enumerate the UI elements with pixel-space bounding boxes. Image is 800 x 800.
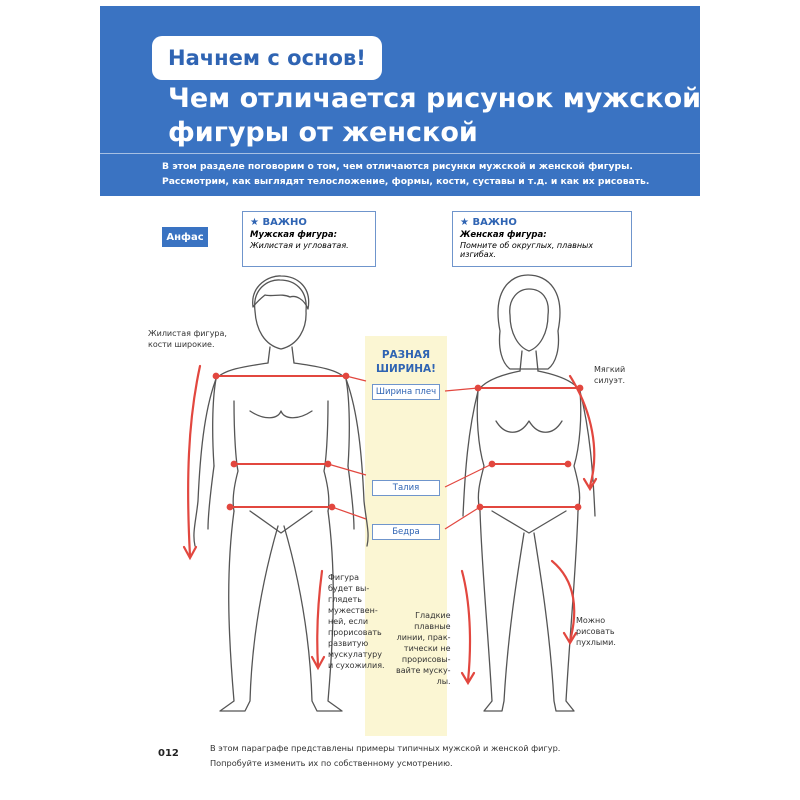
male-build-note xyxy=(148,328,227,350)
male-leg-arrow xyxy=(317,571,322,666)
female-chubby-note xyxy=(576,615,616,648)
female-lines-note xyxy=(396,610,451,687)
annotation-line: прорисовы- xyxy=(401,655,451,664)
footer-line: В этом параграфе представлены примеры типичных мужской и женской фигур. xyxy=(210,743,561,753)
width-panel-title-line: РАЗНАЯ xyxy=(381,349,431,361)
page-number: 012 xyxy=(158,748,179,759)
male-note-box xyxy=(242,211,376,267)
section-tab-label: Начнем с основ! xyxy=(168,46,366,70)
annotation-line: Гладкие xyxy=(415,611,451,620)
hips-label: Бедра xyxy=(372,524,440,540)
female-face xyxy=(510,289,549,351)
page-title xyxy=(168,82,702,150)
male-pelvis xyxy=(250,511,312,533)
female-chest xyxy=(496,421,562,432)
male-legs xyxy=(220,511,342,711)
female-side-arrow xyxy=(570,376,594,486)
annotation-line: Мягкий xyxy=(594,365,626,374)
male-torso xyxy=(213,363,350,511)
female-legs xyxy=(480,511,578,711)
annotation-line: прорисовать xyxy=(328,628,382,637)
annotation-line: лы. xyxy=(436,677,451,686)
annotation-line: рисовать xyxy=(576,627,615,636)
male-note-text: Жилистая и угловатая. xyxy=(250,241,349,250)
annotation-line: тически не xyxy=(403,644,451,653)
page-title-line: Чем отличается рисунок мужской xyxy=(168,83,702,114)
female-neck xyxy=(520,351,538,371)
intro-line: В этом разделе поговорим о том, чем отличаются рисунки мужской и женской фигуры. xyxy=(162,161,633,172)
male-hair xyxy=(253,276,309,309)
female-note-box xyxy=(452,211,632,267)
male-note-heading: Мужская фигура: xyxy=(250,230,338,240)
header-divider xyxy=(100,153,700,154)
annotation-line: мужествен- xyxy=(328,606,378,615)
female-torso xyxy=(477,371,581,511)
intro-line: Рассмотрим, как выглядят телосложение, формы, кости, суставы и т.д. и как их рисовать. xyxy=(162,176,650,187)
annotation-line: плавные xyxy=(414,622,451,631)
measurement-marks xyxy=(214,374,583,510)
annotation-line: будет вы- xyxy=(328,584,370,593)
female-arms xyxy=(463,391,595,516)
intro-text xyxy=(162,159,692,189)
footer-note xyxy=(210,741,560,771)
header-banner xyxy=(100,6,700,196)
annotation-line: кости широкие. xyxy=(148,340,215,349)
male-note-title: ★ ВАЖНО xyxy=(250,217,307,228)
female-note-text: Помните об округлых, плавных изгибах. xyxy=(460,241,594,259)
annotation-line: развитую xyxy=(328,639,369,648)
male-chest xyxy=(250,411,312,418)
male-muscles-note xyxy=(328,572,385,671)
shoulder-width-label: Ширина плеч xyxy=(372,384,440,400)
female-note-title: ★ ВАЖНО xyxy=(460,217,517,228)
width-panel-title-line: ШИРИНА! xyxy=(376,363,436,375)
female-leg-arrow xyxy=(462,571,470,681)
female-note-heading: Женская фигура: xyxy=(460,230,547,240)
annotation-line: вайте муску- xyxy=(396,666,451,675)
page-title-line: фигуры от женской xyxy=(168,117,478,148)
annotation-line: линии, прак- xyxy=(396,633,451,642)
female-pelvis xyxy=(492,511,566,533)
section-tab xyxy=(152,36,382,80)
contour-arrows xyxy=(184,366,596,683)
annotation-line: Фигура xyxy=(328,573,360,582)
annotation-line: силуэт. xyxy=(594,376,626,385)
male-arms xyxy=(194,379,368,546)
footer-line: Попробуйте изменить их по собственному усмотрению. xyxy=(210,758,453,768)
book-page xyxy=(100,6,700,796)
view-badge: Анфас xyxy=(162,227,208,247)
female-silhouette-note xyxy=(594,364,625,386)
annotation-line: мускулатуру xyxy=(328,650,382,659)
annotation-line: ней, если xyxy=(328,617,369,626)
annotation-line: пухлыми. xyxy=(576,638,616,647)
annotation-line: глядеть xyxy=(328,595,362,604)
annotation-line: и сухожилия. xyxy=(328,661,385,670)
waist-label: Талия xyxy=(372,480,440,496)
male-head xyxy=(255,280,307,349)
annotation-line: Жилистая фигура, xyxy=(148,329,227,338)
annotation-line: Можно xyxy=(576,616,606,625)
